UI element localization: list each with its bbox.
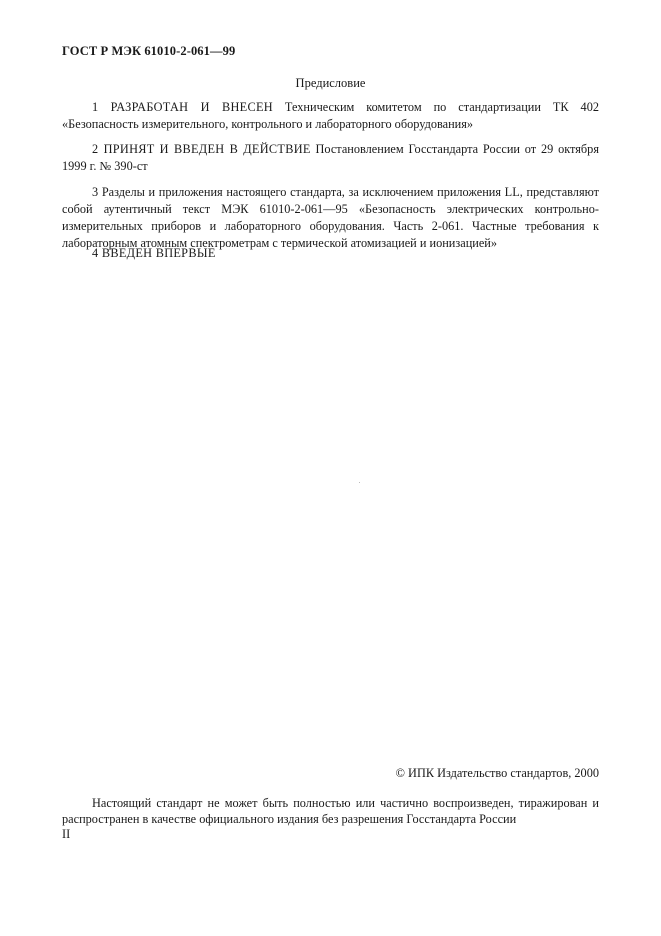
- paragraph-lead: 1 РАЗРАБОТАН И ВНЕСЕН: [92, 100, 273, 114]
- page-number: II: [62, 827, 71, 841]
- paragraph-text: 3 Разделы и приложения настоящего стандарта, за исключением приложения LL, представляют собой аутентичный текст МЭК 61010-2-061—95 «Безопасность электрических контрольно-измерительных приборов и лабораторного оборудования. Часть 2-061. Частные требования к лабораторным атомным спектрометрам с термической атомизацией и ионизацией»: [62, 185, 599, 250]
- copyright-line: © ИПК Издательство стандартов, 2000: [395, 766, 599, 780]
- reproduction-notice: Настоящий стандарт не может быть полностью или частично воспроизведен, тиражирован и распространен в качестве официального издания без разрешения Госстандарта России: [62, 796, 599, 826]
- document-code: ГОСТ Р МЭК 61010-2-061—99: [62, 44, 236, 58]
- scan-speck: [359, 482, 360, 483]
- paragraph-lead: 4 ВВЕДЕН ВПЕРВЫЕ: [92, 246, 216, 260]
- paragraph-text: Постановлением Госстандарта России от 29 октября 1999 г. № 390-ст: [62, 142, 599, 173]
- paragraph-text: Техническим комитетом по стандартизации ТК 402 «Безопасность измерительного, контрольного и лабораторного оборудования»: [62, 100, 600, 131]
- paragraph-lead: 2 ПРИНЯТ И ВВЕДЕН В ДЕЙСТВИЕ: [92, 142, 311, 156]
- foreword-paragraph-1: [62, 99, 599, 133]
- section-title: Предисловие: [295, 76, 366, 90]
- foreword-paragraph-3: [62, 184, 599, 252]
- foreword-paragraph-4: [62, 245, 599, 262]
- foreword-paragraph-2: [62, 141, 599, 175]
